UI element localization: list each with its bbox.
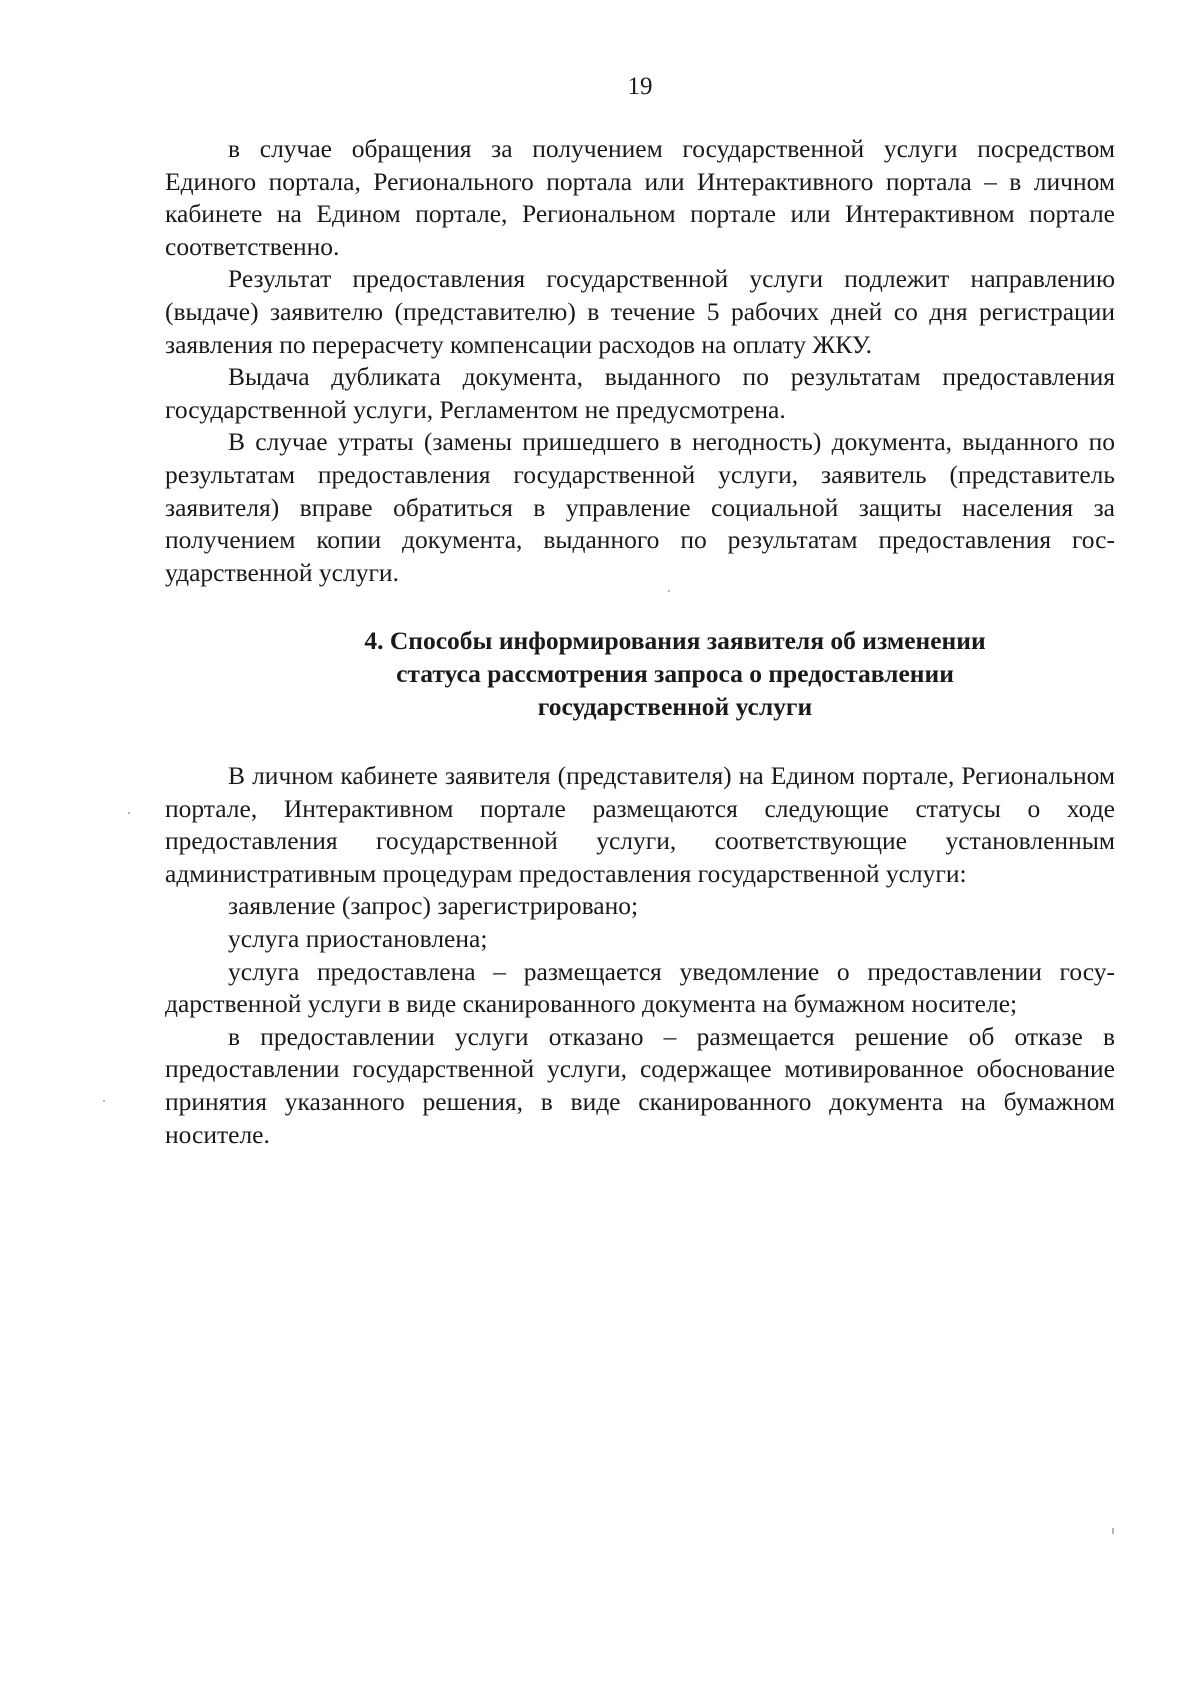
paragraph-loss-copy: В случае утраты (замены пришедшего в негодность) документа, выданного по результатам предоставления государственной услуги, заявитель (представитель заявителя) вправе обратиться в управление социальной защиты населения за получением копии документа, выданного по результатам предоставления государственной услуги. [165, 427, 1115, 587]
scan-speck [1112, 1528, 1114, 1534]
section-heading [165, 625, 1115, 723]
section-heading-line: государственной услуги [537, 691, 813, 721]
section-heading-line: статуса рассмотрения запроса о предоставлении [396, 658, 954, 688]
paragraph-portal-cabinet: в случае обращения за получением государственной услуги посредством Единого портала, Регионального портала или Интерактивного портала – в личном кабинете на Едином портале, Региональном портале или Интерактивном портале соответственно. [165, 134, 1115, 261]
status-item-refused: в предоставлении услуги отказано – размещается решение об отказе в предоставлении государственной услуги, содержащее мотивированное обоснование принятия указанного решения, в виде сканированного документа на бумажном носителе. [165, 1021, 1115, 1149]
scan-speck [103, 1100, 105, 1102]
paragraph-duplicate: Выдача дубликата документа, выданного по результатам предоставления государственной услуги, Регламентом не предусмотрена. [165, 362, 1115, 424]
scan-speck [128, 812, 130, 814]
status-item-provided: услуга предоставлена – размещается уведомление о предоставлении государственной услуги в виде сканированного документа на бумажном носителе; [165, 956, 1115, 1019]
paragraph-statuses-intro: В личном кабинете заявителя (представителя) на Едином портале, Региональном портале, Интерактивном портале размещаются следующие статусы о ходе предоставления государственной услуги, соответствующие установленным административным процедурам предоставления государственной услуги: [165, 761, 1115, 888]
page-number: 19 [627, 73, 653, 100]
paragraph-result-delivery: Результат предоставления государственной услуги подлежит направлению (выдаче) заявителю (представителю) в течение 5 рабочих дней со дня регистрации заявления по перерасчету компенсации расходов на оплату ЖКУ. [165, 264, 1115, 359]
section-heading-line: 4. Способы информирования заявителя об изменении [364, 626, 986, 656]
status-item-registered: заявление (запрос) зарегистрировано; [228, 891, 639, 921]
document-body [165, 133, 1115, 1151]
scan-speck [668, 590, 670, 592]
status-item-suspended: услуга приостановлена; [228, 924, 488, 954]
